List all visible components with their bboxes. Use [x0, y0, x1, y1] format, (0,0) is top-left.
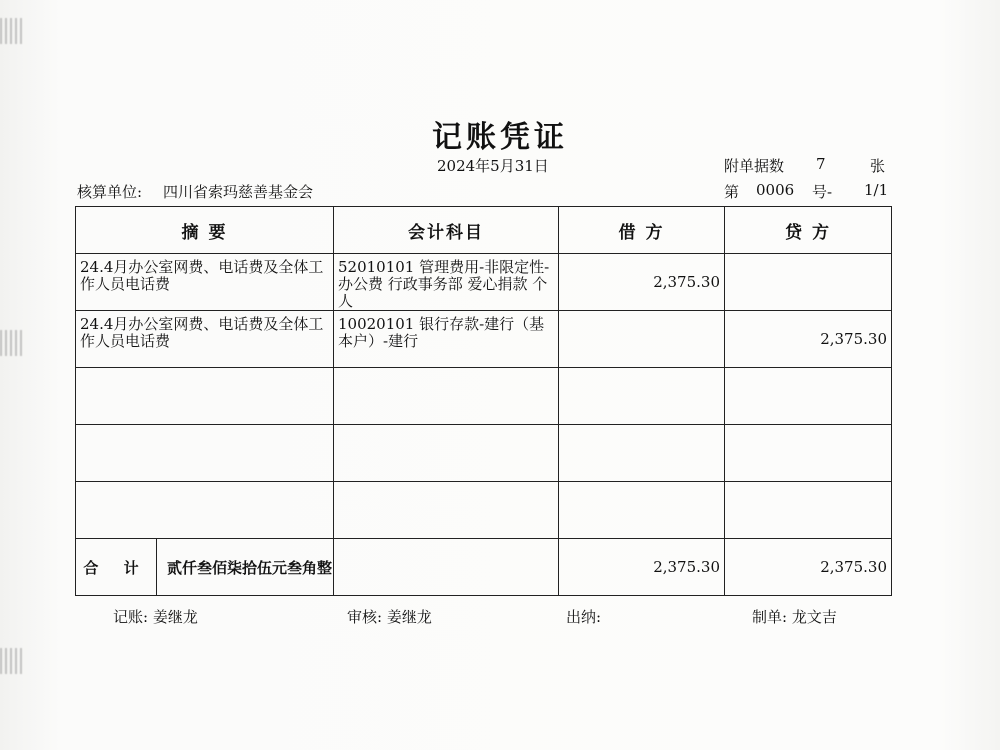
- account-cell: 52010101 管理费用-非限定性-办公费 行政事务部 爱心捐款 个人: [334, 254, 559, 311]
- empty-cell: [725, 482, 892, 539]
- credit-cell: 2,375.30: [725, 311, 892, 368]
- debit-header: 借 方: [559, 207, 725, 254]
- attachments-count: 7: [816, 155, 826, 173]
- attachments-label: 附单据数: [724, 157, 785, 175]
- credit-header: 贷 方: [725, 207, 892, 254]
- empty-cell: [76, 482, 334, 539]
- voucher-number-label: 第: [724, 183, 740, 201]
- account-header: 会计科目: [334, 207, 559, 254]
- header-row: [76, 207, 892, 254]
- account-cell: 10020101 银行存款-建行（基本户）-建行: [334, 311, 559, 368]
- empty-cell: [334, 368, 559, 425]
- empty-row: [76, 368, 892, 425]
- total-cell: [76, 539, 334, 596]
- scan-artifact: [0, 648, 22, 674]
- summary-cell: 24.4月办公室网费、电话费及全体工作人员电话费: [76, 311, 334, 368]
- bookkeeper: 记账: 姜继龙: [113, 608, 198, 626]
- reviewer: 审核: 姜继龙: [347, 608, 432, 626]
- empty-cell: [725, 368, 892, 425]
- unit-label: 核算单位:: [77, 183, 143, 201]
- voucher-number-separator: 号-: [812, 183, 833, 201]
- voucher-date: 2024年5月31日: [437, 157, 549, 175]
- table-row: [76, 254, 892, 311]
- voucher-title: 记账凭证: [432, 120, 568, 155]
- debit-cell: 2,375.30: [559, 254, 725, 311]
- empty-cell: [334, 425, 559, 482]
- cashier: 出纳:: [566, 608, 602, 626]
- total-debit: 2,375.30: [559, 539, 725, 596]
- empty-cell: [559, 368, 725, 425]
- empty-cell: [725, 425, 892, 482]
- voucher-table: [75, 206, 892, 596]
- unit-name: 四川省索玛慈善基金会: [163, 183, 314, 201]
- total-row: [76, 539, 892, 596]
- empty-cell: [334, 482, 559, 539]
- attachments-unit: 张: [870, 157, 886, 175]
- empty-cell: [559, 425, 725, 482]
- total-words-extension: [334, 539, 559, 596]
- empty-cell: [559, 482, 725, 539]
- scan-artifact: [0, 18, 22, 44]
- preparer: 制单: 龙文吉: [752, 608, 837, 626]
- total-credit: 2,375.30: [725, 539, 892, 596]
- voucher-page: 1/1: [864, 181, 889, 199]
- credit-cell: [725, 254, 892, 311]
- total-amount-in-words: 贰仟叁佰柒拾伍元叁角整: [167, 558, 333, 577]
- debit-cell: [559, 311, 725, 368]
- voucher-number: 0006: [756, 181, 795, 199]
- summary-cell: 24.4月办公室网费、电话费及全体工作人员电话费: [76, 254, 334, 311]
- empty-cell: [76, 425, 334, 482]
- scan-artifact: [0, 330, 22, 356]
- empty-row: [76, 482, 892, 539]
- total-label: 合 计: [83, 558, 149, 577]
- table-row: [76, 311, 892, 368]
- summary-header: 摘 要: [76, 207, 334, 254]
- empty-row: [76, 425, 892, 482]
- empty-cell: [76, 368, 334, 425]
